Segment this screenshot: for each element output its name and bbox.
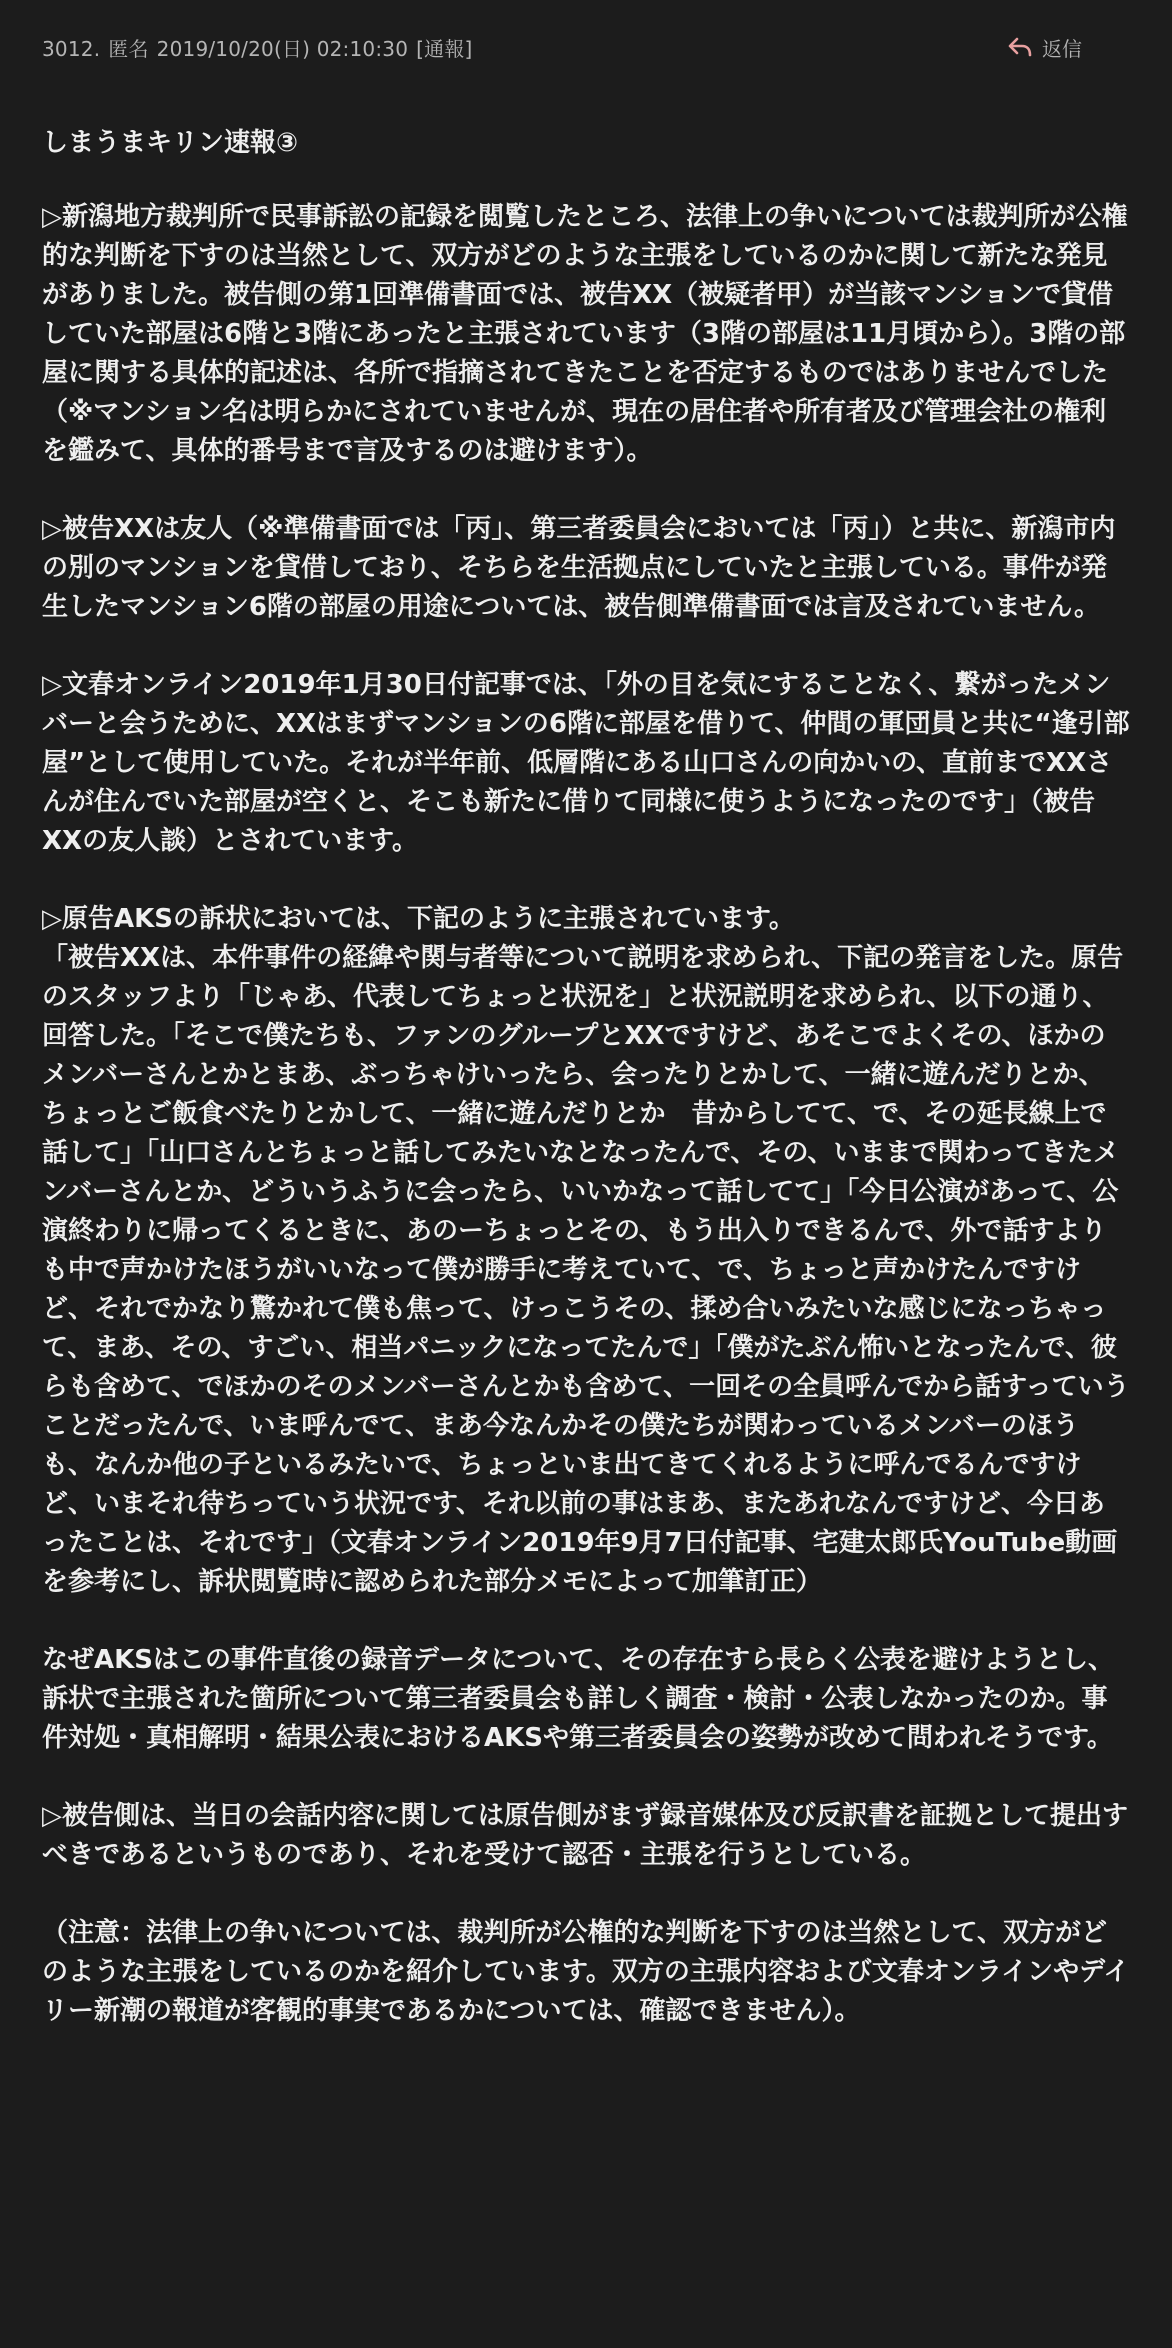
post-body [42,198,1130,2031]
reply-arrow-icon [1008,37,1032,57]
paragraph: なぜAKSはこの事件直後の録音データについて、その存在すら長らく公表を避けようとし、訴状で主張された箇所について第三者委員会も詳しく調査・検討・公表しなかったのか。事件対処・真相解明・結果公表におけるAKSや第三者委員会の姿勢が改めて問われそうです。 [42,1645,1114,1753]
report-link[interactable]: [通報] [416,36,473,61]
post-meta [42,33,481,62]
poster-name: 匿名 [108,36,149,61]
reply-button[interactable] [1008,33,1082,62]
reply-label: 返信 [1042,36,1082,61]
paragraph: ▷原告AKSの訴状においては、下記のように主張されています。 「被告XXは、本件事件の経緯や関与者等について説明を求められ、下記の発言をした。原告のスタッフより「じゃあ、代表してちょっと状況を」と状況説明を求められ、以下の通り、回答した。「そこで僕たちも、ファンのグループとXXですけど、あそこでよくその、ほかのメンバーさんとかとまあ、ぶっちゃけいったら、会ったりとかして、一緒に遊んだりとか、ちょっとご飯食べたりとかして、一緒に遊んだりとか 昔からしてて、で、その延長線上で話して」「山口さんとちょっと話してみたいなとなったんで、その、いままで関わってきたメンバーさんとか、どういうふうに会ったら、いいかなって話してて」「今日公演があって、公演終わりに帰ってくるときに、あのーちょっとその、もう出入りできるんで、外で話すよりも中で声かけたほうがいいなって僕が勝手に考えていて、で、ちょっと声かけたんですけど、それでかなり驚かれて僕も焦って、けっこうその、揉め合いみたいな感じになっちゃって、まあ、その、すごい、相当パニックになってたんで」「僕がたぶん怖いとなったんで、彼らも含めて、でほかのそのメンバーさんとかも含めて、一回その全員呼んでから話すっていうことだったんで、いま呼んでて、まあ今なんかその僕たちが関わっているメンバーのほうも、なんか他の子といるみたいで、ちょっといま出てきてくれるように呼んでるんですけど、いまそれ待ちっていう状況です、それ以前の事はまあ、またあれなんですけど、今日あったことは、それです」（文春オンライン2019年9月7日付記事、宅建太郎氏YouTube動画を参考にし、訴状閲覧時に認められた部分メモによって加筆訂正） [42,904,1130,1597]
post-number: 3012. [42,36,101,61]
post-datetime: 2019/10/20(日) 02:10:30 [156,36,409,61]
post-header [42,30,1130,64]
paragraph: （注意：法律上の争いについては、裁判所が公権的な判断を下すのは当然として、双方がどのような主張をしているのかを紹介しています。双方の主張内容および文春オンラインやデイリー新潮の報道が客観的事実であるかについては、確認できません）。 [42,1918,1130,2026]
paragraph: ▷被告側は、当日の会話内容に関しては原告側がまず録音媒体及び反訳書を証拠として提出すべきであるというものであり、それを受けて認否・主張を行うとしている。 [42,1801,1128,1870]
post-title: しまうまキリン速報③ [42,128,299,158]
paragraph: ▷文春オンライン2019年1月30日付記事では、「外の目を気にすることなく、繋がったメンバーと会うために、XXはまずマンションの6階に部屋を借りて、仲間の軍団員と共に“逢引部屋”として使用していた。それが半年前、低層階にある山口さんの向かいの、直前までXXさんが住んでいた部屋が空くと、そこも新たに借りて同様に使うようになったのです」（被告XXの友人談）とされています。 [42,670,1130,856]
paragraph: ▷被告XXは友人（※準備書面では「丙」、第三者委員会においては「丙」）と共に、新潟市内の別のマンションを貸借しており、そちらを生活拠点にしていたと主張している。事件が発生したマンション6階の部屋の用途については、被告側準備書面では言及されていません。 [42,514,1116,622]
paragraph: ▷新潟地方裁判所で民事訴訟の記録を閲覧したところ、法律上の争いについては裁判所が公権的な判断を下すのは当然として、双方がどのような主張をしているのかに関して新たな発見がありました。被告側の第1回準備書面では、被告XX（被疑者甲）が当該マンションで貸借していた部屋は6階と3階にあったと主張されています（3階の部屋は11月頃から）。3階の部屋に関する具体的記述は、各所で指摘されてきたことを否定するものではありませんでした（※マンション名は明らかにされていませんが、現在の居住者や所有者及び管理会社の権利を鑑みて、具体的番号まで言及するのは避けます）。 [42,202,1128,466]
